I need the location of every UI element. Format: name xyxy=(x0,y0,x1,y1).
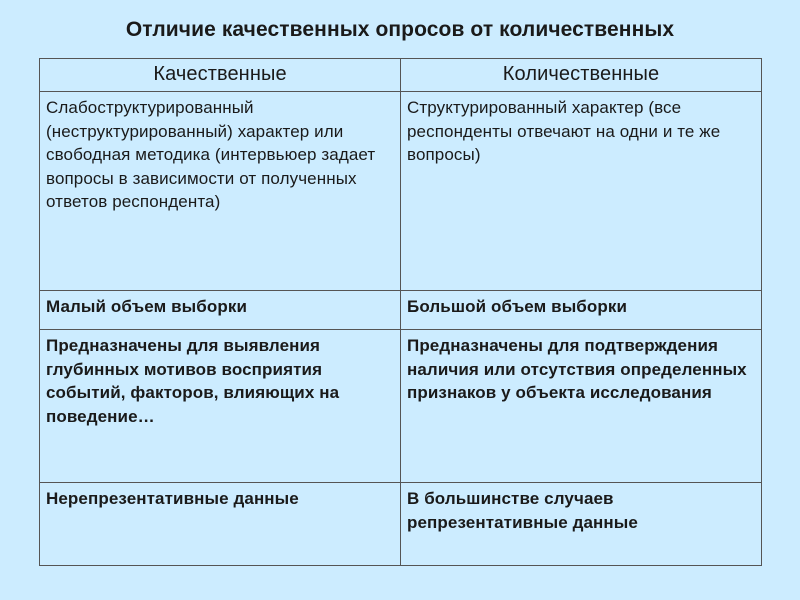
cell-quantitative-sample: Большой объем выборки xyxy=(401,291,762,330)
table-row xyxy=(40,330,762,483)
table-row xyxy=(40,483,762,566)
header-qualitative: Качественные xyxy=(40,59,401,92)
comparison-table xyxy=(39,58,762,566)
cell-qualitative-purpose: Предназначены для выявления глубинных мотивов восприятия событий, факторов, влияющих на поведение… xyxy=(40,330,401,483)
cell-quantitative-data: В большинстве случаев репрезентативные данные xyxy=(401,483,762,566)
cell-qualitative-structure: Слабоструктурированный (неструктурированный) характер или свободная методика (интервьюер задает вопросы в зависимости от полученных ответов респондента) xyxy=(40,92,401,291)
cell-qualitative-data: Нерепрезентативные данные xyxy=(40,483,401,566)
cell-quantitative-purpose: Предназначены для подтверждения наличия или отсутствия определенных признаков у объекта исследования xyxy=(401,330,762,483)
page-title: Отличие качественных опросов от количественных xyxy=(125,18,675,41)
cell-qualitative-sample: Малый объем выборки xyxy=(40,291,401,330)
cell-quantitative-structure: Структурированный характер (все респонденты отвечают на одни и те же вопросы) xyxy=(401,92,762,291)
header-quantitative: Количественные xyxy=(401,59,762,92)
table-row xyxy=(40,291,762,330)
table-row xyxy=(40,92,762,291)
table-header-row xyxy=(40,59,762,92)
